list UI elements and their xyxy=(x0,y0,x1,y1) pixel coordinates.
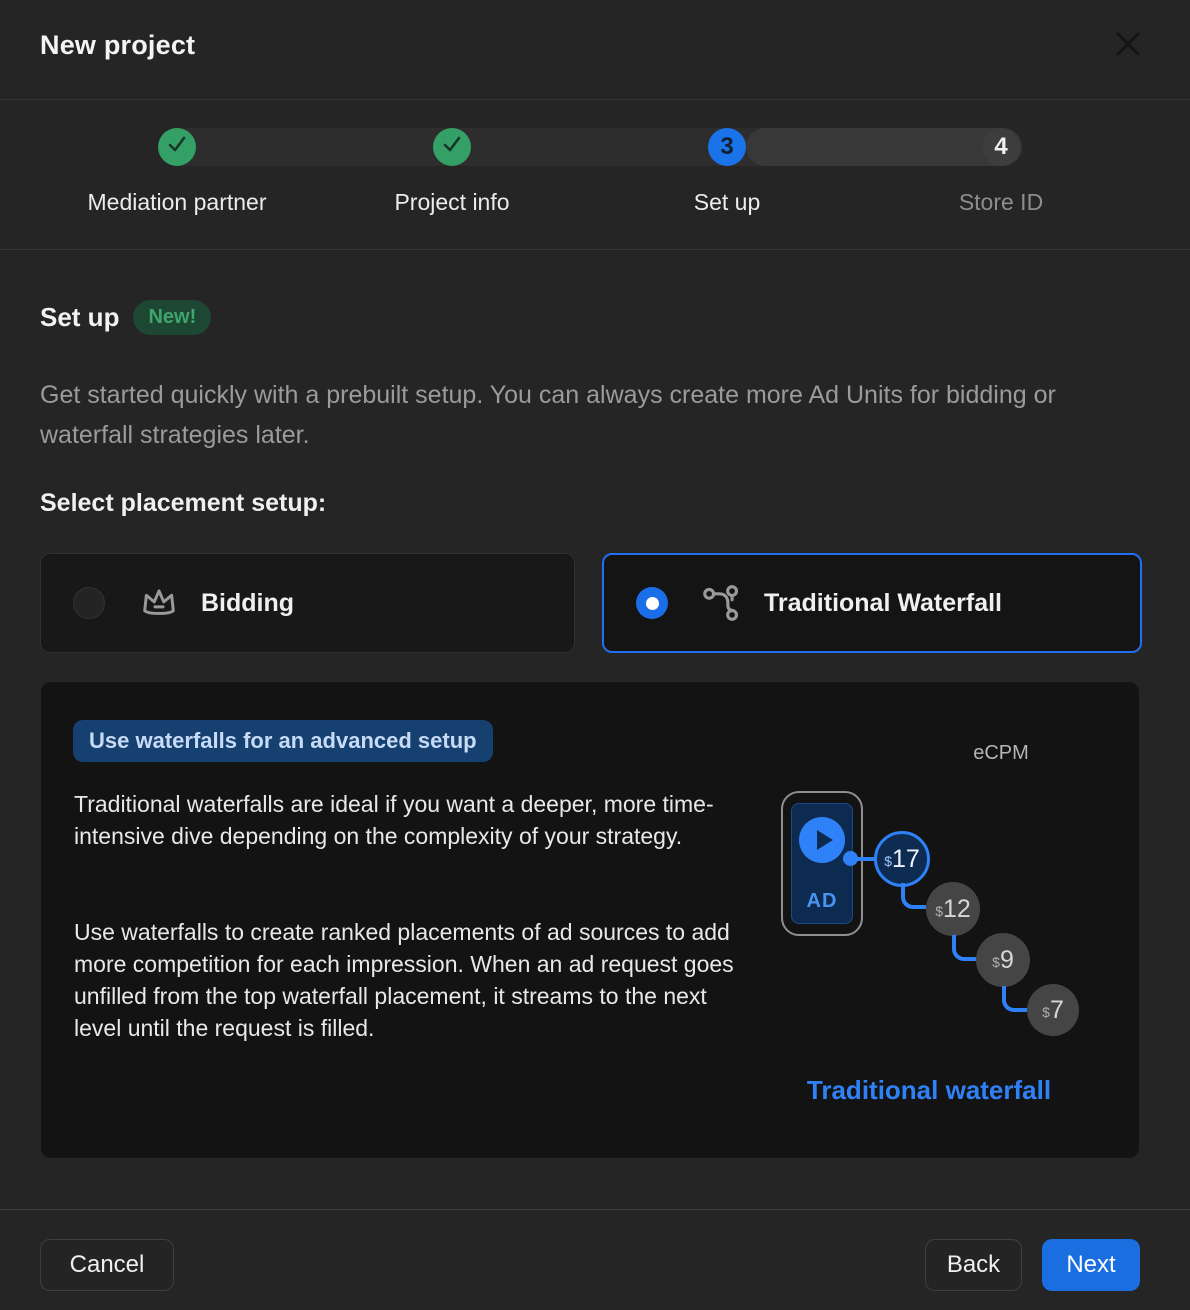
step-3-current-circle xyxy=(708,128,746,166)
cancel-button[interactable]: Cancel xyxy=(40,1239,174,1291)
step-4-number: 4 xyxy=(994,133,1008,160)
setup-heading-row xyxy=(40,300,211,335)
bidding-radio[interactable] xyxy=(73,587,105,619)
ecpm-node-12 xyxy=(926,882,980,936)
step-1-complete-circle xyxy=(158,128,196,166)
back-button[interactable]: Back xyxy=(925,1239,1022,1291)
new-badge: New! xyxy=(133,300,211,335)
close-button[interactable] xyxy=(1108,26,1148,66)
option-bidding[interactable] xyxy=(40,553,575,653)
diagram-caption: Traditional waterfall xyxy=(806,1075,1052,1105)
info-badge: Use waterfalls for an advanced setup xyxy=(73,720,493,762)
setup-heading: Set up xyxy=(40,302,120,332)
node-17-value: 17 xyxy=(891,844,920,873)
crown-icon xyxy=(135,581,183,625)
node-17-currency: $ xyxy=(884,853,892,869)
connector-elbow-3 xyxy=(1002,986,1027,1012)
ecpm-node-7 xyxy=(1027,984,1079,1036)
node-9-value: 9 xyxy=(999,945,1014,974)
waterfall-info-card xyxy=(41,682,1139,1158)
ecpm-node-17 xyxy=(874,831,930,887)
step-label-mediation-partner: Mediation partner xyxy=(87,189,267,215)
waterfall-branch-icon xyxy=(698,581,746,625)
info-paragraph-2: Use waterfalls to create ranked placements of ad sources to add more competition for each impression. When an ad request goes unfilled from the top waterfall placement, it streams to the next level until the request is filled. xyxy=(74,919,734,1041)
stepper xyxy=(0,101,1190,250)
traditional-waterfall-radio[interactable] xyxy=(636,587,668,619)
play-icon xyxy=(799,817,845,863)
node-12-currency: $ xyxy=(935,903,943,919)
bidding-label: Bidding xyxy=(201,588,295,617)
ad-label: AD xyxy=(806,890,838,912)
node-7-value: 7 xyxy=(1049,995,1064,1024)
modal-header xyxy=(0,0,1190,100)
setup-description: Get started quickly with a prebuilt setup. You can always create more Ad Units for bidding or waterfall strategies later. xyxy=(40,381,1056,449)
close-icon xyxy=(1109,25,1147,68)
info-paragraph-1: Traditional waterfalls are ideal if you want a deeper, more time-intensive dive depending on the complexity of your strategy. xyxy=(74,791,714,849)
node-9-currency: $ xyxy=(992,954,1000,970)
stepper-track xyxy=(158,128,1022,166)
node-7-currency: $ xyxy=(1042,1004,1050,1020)
select-placement-label: Select placement setup: xyxy=(40,489,327,517)
ecpm-node-9 xyxy=(976,933,1030,987)
step-4-upcoming-circle xyxy=(982,128,1020,166)
step-label-store-id: Store ID xyxy=(958,189,1044,215)
stepper-track-upcoming-segment xyxy=(746,128,1022,166)
connector-elbow-1 xyxy=(901,883,926,909)
check-icon xyxy=(165,132,189,163)
next-button[interactable]: Next xyxy=(1042,1239,1140,1291)
step-2-complete-circle xyxy=(433,128,471,166)
ecpm-label: eCPM xyxy=(973,742,1029,764)
option-traditional-waterfall[interactable] xyxy=(602,553,1142,653)
phone-screen xyxy=(791,803,853,924)
connector-elbow-2 xyxy=(952,935,977,961)
step-label-set-up: Set up xyxy=(693,189,761,215)
modal-footer xyxy=(0,1209,1190,1310)
check-icon xyxy=(440,132,464,163)
traditional-waterfall-label: Traditional Waterfall xyxy=(764,588,1003,617)
node-12-value: 12 xyxy=(942,894,971,923)
modal-title: New project xyxy=(40,30,196,60)
step-label-project-info: Project info xyxy=(394,189,510,215)
step-3-number: 3 xyxy=(720,133,734,160)
